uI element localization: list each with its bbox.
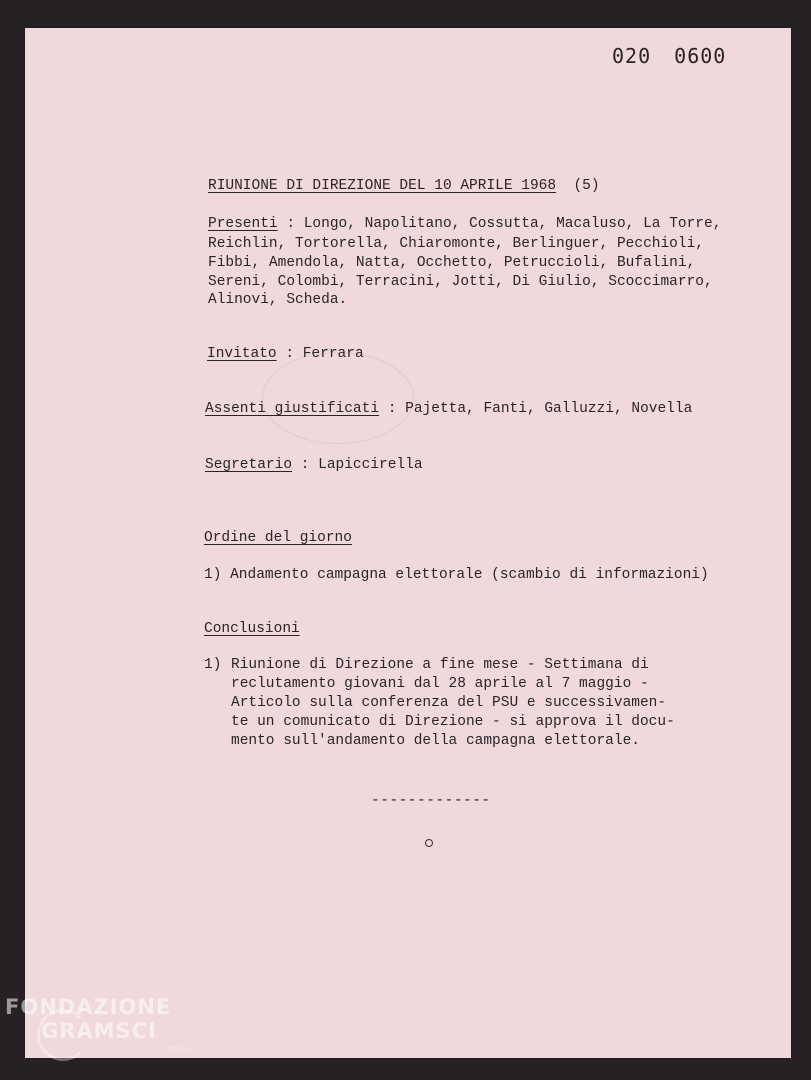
invitato-value: : Ferrara: [285, 346, 364, 362]
document-number: 020 0600: [612, 44, 727, 68]
watermark-line-3: onlus: [167, 1045, 192, 1055]
conclusioni-line-2: reclutamento giovani dal 28 aprile al 7 maggio -: [231, 676, 649, 692]
faint-stamp: [262, 352, 414, 444]
conclusioni-number: 1): [204, 657, 222, 673]
circle-mark: [425, 839, 433, 847]
assenti-label: Assenti giustificati: [205, 401, 380, 417]
document-title: RIUNIONE DI DIREZIONE DEL 10 APRILE 1968: [208, 178, 557, 194]
presenti-line-3: Fibbi, Amendola, Natta, Occhetto, Petruccioli, Bufalini,: [208, 255, 696, 271]
presenti-label: Presenti: [208, 216, 278, 232]
document-title-suffix: (5): [573, 178, 600, 194]
document-title-line: [208, 177, 600, 195]
presenti-line-4: Sereni, Colombi, Terracini, Jotti, Di Giulio, Scoccimarro,: [208, 274, 713, 290]
conclusioni-line-1: Riunione di Direzione a fine mese - Settimana di: [231, 657, 649, 673]
watermark-line-2: GRAMSCI: [41, 1019, 157, 1043]
presenti-text-1: : Longo, Napolitano, Cossutta, Macaluso, La Torre,: [286, 216, 722, 232]
conclusioni-line-4: te un comunicato di Direzione - si approva il docu-: [231, 714, 675, 730]
presenti-line-1: [208, 215, 721, 233]
ordine-heading: Ordine del giorno: [204, 530, 352, 546]
invitato-label: Invitato: [207, 346, 277, 362]
invitato-line: [207, 345, 364, 363]
assenti-line: [205, 400, 692, 418]
assenti-value: : Pajetta, Fanti, Galluzzi, Novella: [387, 401, 693, 417]
separator-dashes: -------------: [371, 793, 491, 809]
presenti-line-5: Alinovi, Scheda.: [208, 292, 348, 308]
conclusioni-line-5: mento sull'andamento della campagna elettorale.: [231, 733, 640, 749]
presenti-line-2: Reichlin, Tortorella, Chiaromonte, Berlinguer, Pecchioli,: [208, 236, 704, 252]
segretario-value: : Lapiccirella: [300, 457, 423, 473]
foundation-watermark: [5, 995, 205, 1070]
ordine-item-1: 1) Andamento campagna elettorale (scambio di informazioni): [204, 567, 709, 583]
segretario-label: Segretario: [205, 457, 293, 473]
segretario-line: [205, 456, 423, 474]
watermark-line-1: FONDAZIONE: [5, 995, 172, 1019]
conclusioni-heading: Conclusioni: [204, 621, 300, 637]
conclusioni-line-3: Articolo sulla conferenza del PSU e successivamen-: [231, 695, 667, 711]
